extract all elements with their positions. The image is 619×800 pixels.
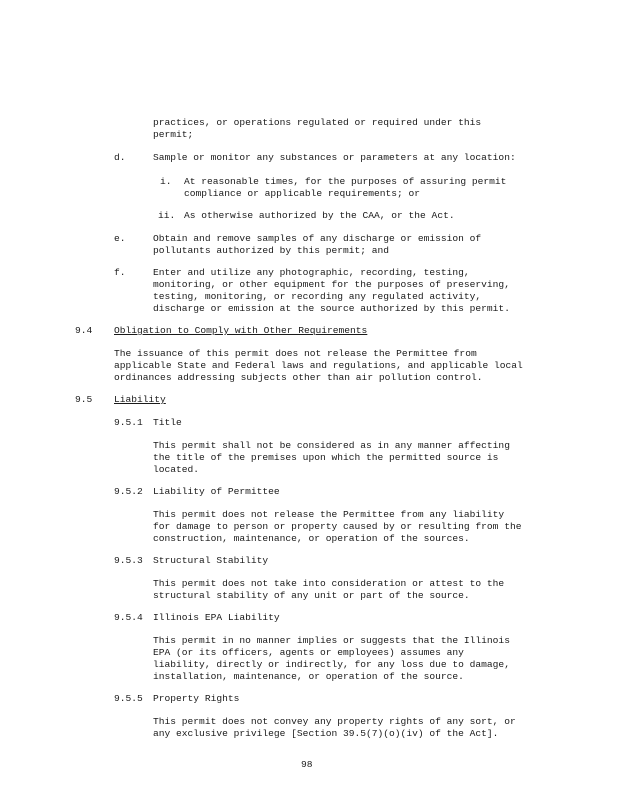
item-f-label: f. — [114, 267, 126, 278]
item-f-line-1: Enter and utilize any photographic, recording, testing, — [153, 267, 470, 278]
item-f-line-3: testing, monitoring, or recording any regulated activity, — [153, 291, 482, 302]
section-9-5-2-title: Liability of Permittee — [153, 486, 280, 497]
section-9-5-1-number: 9.5.1 — [114, 417, 143, 428]
item-f-line-4: discharge or emission at the source authorized by this permit. — [153, 303, 510, 314]
item-d-i-line-2: compliance or applicable requirements; or — [184, 188, 421, 199]
section-9-5-2-line-1: This permit does not release the Permittee from any liability — [153, 509, 505, 520]
section-9-5-4-line-3: liability, directly or indirectly, for any loss due to damage, — [153, 659, 510, 670]
section-9-5-2-line-3: construction, maintenance, or operation of the sources. — [153, 533, 470, 544]
item-d-i-label: i. — [160, 176, 172, 187]
section-9-5-5-title: Property Rights — [153, 693, 240, 704]
item-d-i-line-1: At reasonable times, for the purposes of assuring permit — [184, 176, 507, 187]
section-9-5-5-line-2: any exclusive privilege [Section 39.5(7)(o)(iv) of the Act]. — [153, 728, 499, 739]
section-9-5-2-number: 9.5.2 — [114, 486, 143, 497]
page-number: 98 — [301, 759, 313, 770]
section-9-4-number: 9.4 — [75, 325, 93, 336]
section-9-5-4-line-4: installation, maintenance, or operation of the source. — [153, 671, 464, 682]
section-9-5-3-line-1: This permit does not take into consideration or attest to the — [153, 578, 505, 589]
continuation-line-2: permit; — [153, 129, 194, 140]
section-9-5-1-line-3: located. — [153, 464, 200, 475]
section-9-5-title: Liability — [114, 394, 166, 405]
section-9-4-line-2: applicable State and Federal laws and regulations, and applicable local — [114, 360, 523, 371]
continuation-line-1: practices, or operations regulated or required under this — [153, 117, 482, 128]
section-9-5-3-title: Structural Stability — [153, 555, 269, 566]
section-9-5-5-line-1: This permit does not convey any property rights of any sort, or — [153, 716, 516, 727]
section-9-5-4-line-2: EPA (or its officers, agents or employees) assumes any — [153, 647, 464, 658]
section-9-5-3-number: 9.5.3 — [114, 555, 143, 566]
section-9-5-5-number: 9.5.5 — [114, 693, 143, 704]
section-9-5-1-title: Title — [153, 417, 182, 428]
section-9-5-1-line-2: the title of the premises upon which the permitted source is — [153, 452, 499, 463]
section-9-4-line-1: The issuance of this permit does not release the Permittee from — [114, 348, 477, 359]
section-9-5-4-title: Illinois EPA Liability — [153, 612, 280, 623]
section-9-5-number: 9.5 — [75, 394, 93, 405]
section-9-5-3-line-2: structural stability of any unit or part of the source. — [153, 590, 470, 601]
item-d-label: d. — [114, 152, 126, 163]
section-9-5-2-line-2: for damage to person or property caused by or resulting from the — [153, 521, 522, 532]
section-9-5-4-number: 9.5.4 — [114, 612, 143, 623]
item-e-line-1: Obtain and remove samples of any discharge or emission of — [153, 233, 482, 244]
item-f-line-2: monitoring, or other equipment for the purposes of preserving, — [153, 279, 510, 290]
section-9-4-title: Obligation to Comply with Other Requirements — [114, 325, 368, 336]
item-d-ii-label: ii. — [158, 210, 176, 221]
item-d-ii-text: As otherwise authorized by the CAA, or the Act. — [184, 210, 455, 221]
section-9-5-4-line-1: This permit in no manner implies or suggests that the Illinois — [153, 635, 510, 646]
item-e-line-2: pollutants authorized by this permit; and — [153, 245, 390, 256]
section-9-5-1-line-1: This permit shall not be considered as in any manner affecting — [153, 440, 510, 451]
item-e-label: e. — [114, 233, 126, 244]
item-d-text: Sample or monitor any substances or parameters at any location: — [153, 152, 516, 163]
section-9-4-line-3: ordinances addressing subjects other than air pollution control. — [114, 372, 483, 383]
